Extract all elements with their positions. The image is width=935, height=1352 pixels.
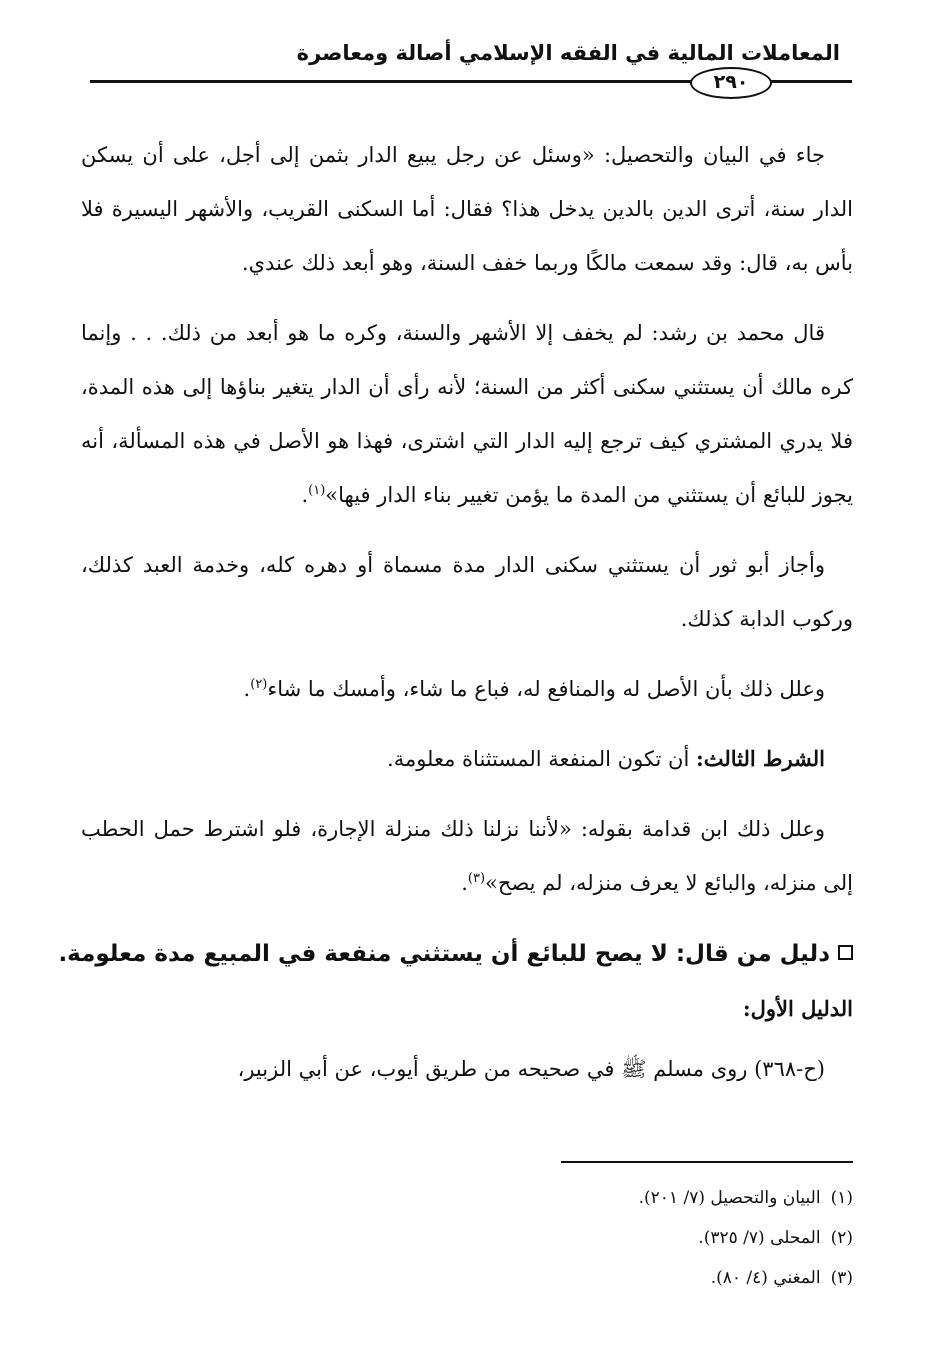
checkbox-square-icon [838, 945, 853, 960]
paragraph-ibn-rushd [81, 306, 853, 522]
condition-label: الشرط الثالث: [695, 746, 825, 771]
paragraph-bayan-quote: جاء في البيان والتحصيل: «وسئل عن رجل يبيع الدار بثمن إلى أجل، على أن يسكن الدار سنة، أترى الدين بالدين يدخل هذا؟ فقال: أما السكنى القريب، والأشهر اليسيرة فلا بأس به، قال: وقد سمعت مالكًا وربما خفف السنة، وهو أبعد ذلك عندي. [81, 143, 853, 275]
footnote-number: (٣) [830, 1268, 853, 1288]
paragraph-end: . [243, 677, 251, 701]
footnote-1 [81, 1178, 853, 1218]
footnote-text: المحلى (٧/ ٣٢٥). [698, 1228, 821, 1248]
footnotes [81, 1178, 853, 1298]
footnote-number: (٢) [830, 1228, 853, 1248]
paragraph-end: . [461, 871, 468, 895]
paragraph-text: وعلل ذلك بأن الأصل له والمنافع له، فباع ما شاء، وأمسك ما شاء [267, 677, 825, 701]
footnote-text: المغني (٤/ ٨٠). [710, 1268, 821, 1288]
footnote-3 [81, 1258, 853, 1298]
page-number: ٢٩٠ [690, 67, 772, 99]
paragraph-reasoning [81, 662, 853, 716]
footnote-text: البيان والتحصيل (٧/ ٢٠١). [638, 1188, 821, 1208]
footnote-separator [561, 1161, 853, 1163]
subheading-first-evidence: الدليل الأول: [742, 996, 853, 1021]
footnote-2 [81, 1218, 853, 1258]
section-heading [58, 926, 853, 982]
footnote-ref-2[interactable]: (٢) [250, 677, 268, 692]
footnote-ref-1[interactable]: (١) [308, 483, 326, 498]
paragraph-third-condition [81, 732, 853, 786]
section-heading-text: دليل من قال: لا يصح للبائع أن يستثني منفعة في المبيع مدة معلومة. [58, 941, 830, 967]
running-header-title: المعاملات المالية في الفقه الإسلامي أصالة ومعاصرة [296, 41, 840, 65]
footnote-ref-3[interactable]: (٣) [467, 871, 486, 886]
footnote-number: (١) [830, 1188, 853, 1208]
paragraph-text: وعلل ذلك ابن قدامة بقوله: «لأننا نزلنا ذلك منزلة الإجارة، فلو اشترط حمل الحطب إلى منزله، والبائع لا يعرف منزله، لم يصح» [81, 817, 853, 895]
paragraph-end: . [301, 483, 309, 507]
paragraph-hadith: (ح-٣٦٨) روى مسلم ﷺ في صحيحه من طريق أيوب، عن أبي الزبير، [237, 1057, 825, 1081]
condition-text: أن تكون المنفعة المستثناة معلومة. [387, 747, 696, 771]
paragraph-text: قال محمد بن رشد: لم يخفف إلا الأشهر والسنة، وكره ما هو أبعد من ذلك. . . وإنما كره مالك أن يستثني سكنى أكثر من السنة؛ لأنه رأى أن الدار يتغير بناؤها إلى هذه المدة، فلا يدري المشتري كيف ترجع إليه الدار التي اشترى، فهذا هو الأصل في هذه المسألة، أنه يجوز للبائع أن يستثني من المدة ما يؤمن تغيير بناء الدار فيها» [81, 321, 853, 507]
page-body [58, 128, 853, 1112]
paragraph-ibn-qudama [81, 802, 853, 910]
paragraph-abu-thawr: وأجاز أبو ثور أن يستثني سكنى الدار مدة مسماة أو دهره كله، وخدمة العبد كذلك، وركوب الدابة كذلك. [81, 553, 853, 631]
